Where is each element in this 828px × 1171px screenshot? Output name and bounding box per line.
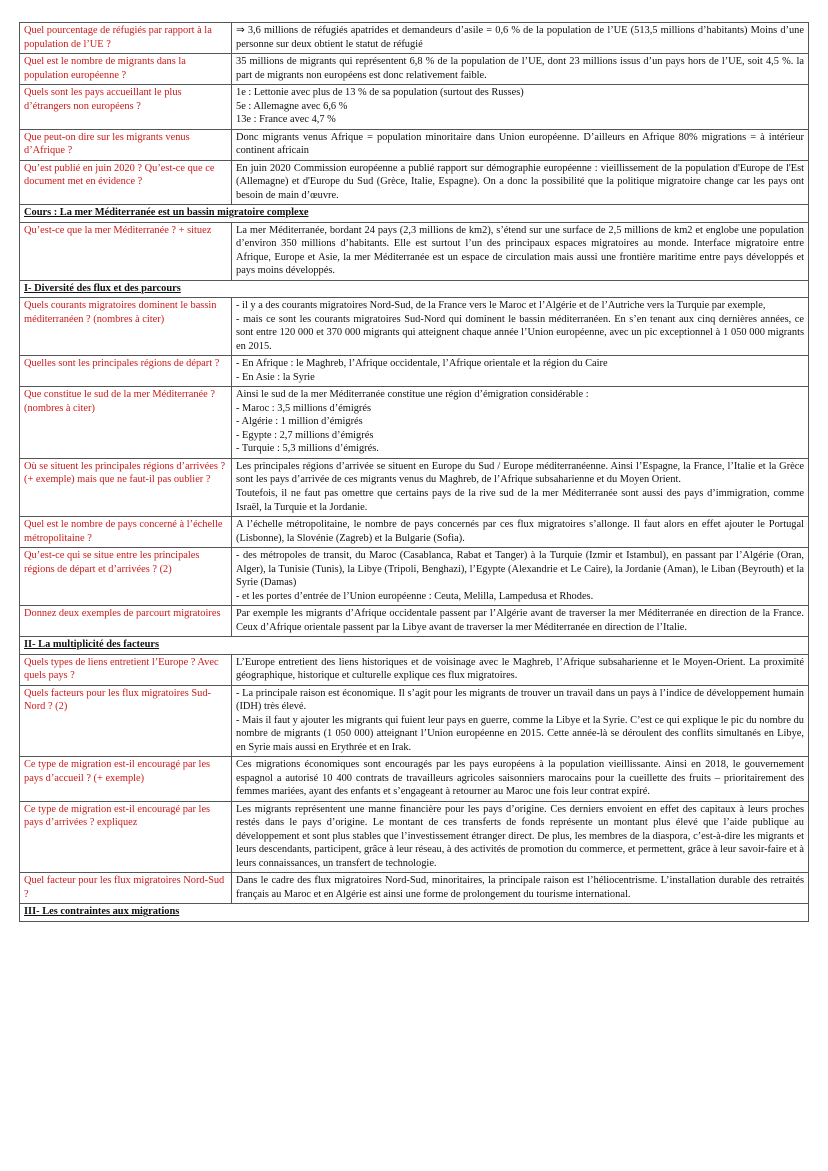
answer-cell bbox=[232, 222, 809, 280]
answer-cell bbox=[232, 654, 809, 685]
qa-table bbox=[19, 22, 809, 922]
section-heading-row bbox=[20, 637, 809, 655]
qa-row bbox=[20, 654, 809, 685]
section-heading: III- Les contraintes aux migrations bbox=[20, 904, 809, 922]
answer-cell bbox=[232, 85, 809, 130]
answer-line: L’Europe entretient des liens historiques et de voisinage avec le Maghreb, l’Afrique subsaharienne et le Moyen-Orient. La proximité géographique, historique et culturelle explique ces flux migratoires. bbox=[236, 656, 804, 682]
answer-line: Ainsi le sud de la mer Méditerranée constitue une région d’émigration considérable : bbox=[236, 389, 589, 401]
section-heading: I- Diversité des flux et des parcours bbox=[20, 280, 809, 298]
question-cell: Quel facteur pour les flux migratoires Nord-Sud ? bbox=[20, 873, 232, 904]
question-cell: Que constitue le sud de la mer Méditerranée ? (nombres à citer) bbox=[20, 387, 232, 459]
question-cell: Quel est le nombre de pays concerné à l’échelle métropolitaine ? bbox=[20, 517, 232, 548]
answer-line: La mer Méditerranée, bordant 24 pays (2,3 millions de km2), s’étend sur une surface de 2,5 millions de km2 et englobe une population d’environ 350 millions d’habitants. Elle est surtout l’un des principaux espaces migratoires au monde. Interface migratoire entre Afrique, Europe et Asie, la mer Méditerranée est un espace de circulation mais aussi une frontière maritime entre pays développés et pays moins développés. bbox=[236, 224, 804, 277]
qa-row bbox=[20, 298, 809, 356]
answer-cell bbox=[232, 54, 809, 85]
qa-row bbox=[20, 757, 809, 802]
qa-row bbox=[20, 801, 809, 873]
answer-line: Ces migrations économiques sont encouragés par les pays européens à la population vieillissante. Ainsi en 2018, le gouvernement espagnol a autorisé 10 400 contrats de travailleurs agricoles saisonniers marocains pour la cueillette des fruits – prioritairement des femmes mariées, ayant des enfants et s’engageant à retourner au Maroc une fois leur contrat expiré. bbox=[236, 759, 804, 798]
answer-cell bbox=[232, 517, 809, 548]
question-cell: Donnez deux exemples de parcourt migratoires bbox=[20, 606, 232, 637]
question-cell: Ce type de migration est-il encouragé par les pays d’arrivées ? expliquez bbox=[20, 801, 232, 873]
question-cell: Ce type de migration est-il encouragé par les pays d’accueil ? (+ exemple) bbox=[20, 757, 232, 802]
qa-row bbox=[20, 517, 809, 548]
answer-line: 13e : France avec 4,7 % bbox=[236, 114, 336, 126]
qa-table-body bbox=[20, 23, 809, 922]
answer-line: - En Asie : la Syrie bbox=[236, 371, 315, 383]
answer-line: En juin 2020 Commission européenne a publié rapport sur démographie européenne : vieillissement de la population d'Europe de l'Est (Allemagne) et d'Europe du Sud (Grèce, Italie, Espagne). On a donc la possibilité que la politique migratoire change car les pays ont besoin de main d’œuvre. bbox=[236, 162, 804, 201]
answer-cell bbox=[232, 387, 809, 459]
qa-row bbox=[20, 606, 809, 637]
question-cell: Quel est le nombre de migrants dans la population européenne ? bbox=[20, 54, 232, 85]
section-heading-row bbox=[20, 205, 809, 223]
answer-line: - Turquie : 5,3 millions d’émigrés. bbox=[236, 443, 379, 455]
question-cell: Quels sont les pays accueillant le plus d’étrangers non européens ? bbox=[20, 85, 232, 130]
qa-row bbox=[20, 222, 809, 280]
question-cell: Quelles sont les principales régions de départ ? bbox=[20, 356, 232, 387]
section-heading: II- La multiplicité des facteurs bbox=[20, 637, 809, 655]
answer-line: - Maroc : 3,5 millions d’émigrés bbox=[236, 402, 372, 414]
question-cell: Quel pourcentage de réfugiés par rapport à la population de l’UE ? bbox=[20, 23, 232, 54]
qa-row bbox=[20, 54, 809, 85]
answer-cell bbox=[232, 298, 809, 356]
qa-row bbox=[20, 458, 809, 516]
answer-line: - mais ce sont les courants migratoires Sud-Nord qui dominent le bassin méditerranéen. En s’en tenant aux cinq dernières années, ce sont entre 120 000 et 370 000 migrants qui atteignent chaque année l’Union européenne, avec un pic exceptionnel à 1 050 000 migrants en 2015. bbox=[236, 313, 804, 352]
question-cell: Quels types de liens entretient l’Europe ? Avec quels pays ? bbox=[20, 654, 232, 685]
question-cell: Où se situent les principales régions d’arrivées ? (+ exemple) mais que ne faut-il pas oublier ? bbox=[20, 458, 232, 516]
answer-cell bbox=[232, 873, 809, 904]
qa-row bbox=[20, 160, 809, 205]
answer-cell bbox=[232, 685, 809, 757]
question-cell: Quels courants migratoires dominent le bassin méditerranéen ? (nombres à citer) bbox=[20, 298, 232, 356]
answer-line: - La principale raison est économique. Il s’agit pour les migrants de trouver un travail dans un pays à l’indice de développement humain (IDH) très élevé. bbox=[236, 687, 804, 713]
answer-line: Donc migrants venus Afrique = population minoritaire dans Union européenne. D’ailleurs en Afrique 80% migrations = à intérieur continent africain bbox=[236, 131, 804, 157]
answer-line: ⇒ 3,6 millions de réfugiés apatrides et demandeurs d’asile = 0,6 % de la population de l’UE (513,5 millions d’habitants) Moins d’une personne sur deux obtient le statut de réfugié bbox=[236, 25, 804, 50]
qa-row bbox=[20, 685, 809, 757]
answer-line: 1e : Lettonie avec plus de 13 % de sa population (surtout des Russes) bbox=[236, 87, 524, 99]
section-heading-row bbox=[20, 280, 809, 298]
answer-cell bbox=[232, 458, 809, 516]
question-cell: Quels facteurs pour les flux migratoires Sud-Nord ? (2) bbox=[20, 685, 232, 757]
answer-line: - En Afrique : le Maghreb, l’Afrique occidentale, l’Afrique orientale et la région du Caire bbox=[236, 358, 608, 370]
qa-row bbox=[20, 873, 809, 904]
answer-line: - des métropoles de transit, du Maroc (Casablanca, Rabat et Tanger) à la Turquie (Izmir et Istambul), en passant par l’Algérie (Oran, Alger), la Tunisie (Tunis), la Libye (Tripoli, Benghazi), l’Egypte (Alexandrie et Le Caire), la Jordanie (Aman), le Liban (Beyrouth) et la Syrie (Damas) bbox=[236, 550, 804, 589]
section-heading: Cours : La mer Méditerranée est un bassin migratoire complexe bbox=[20, 205, 809, 223]
answer-line: Toutefois, il ne faut pas omettre que certains pays de la rive sud de la mer Méditerranée sont aussi des pays d’immigration, comme Israël, la Turquie et la Jordanie. bbox=[236, 487, 804, 513]
qa-row bbox=[20, 129, 809, 160]
qa-row bbox=[20, 387, 809, 459]
answer-line: Les migrants représentent une manne financière pour les pays d’origine. Ces derniers envoient en effet des capitaux à leurs proches restés dans le pays d’origine. Le montant de ces transferts de fonds représente un montant plus élevé que l’aide publique au développement et sont plus stables que l’investissement étranger direct. De plus, les membres de la diaspora, c’est-à-dire les migrants et leurs descendants, participent, grâce à leur réseau, à des activités de promotion du commerce, et permettent, grâce à leur savoir-faire et à leurs connaissances, un transfert de technologie. bbox=[236, 803, 804, 869]
answer-line: - Egypte : 2,7 millions d’émigrés bbox=[236, 429, 374, 441]
answer-cell bbox=[232, 548, 809, 606]
answer-line: 5e : Allemagne avec 6,6 % bbox=[236, 100, 348, 112]
answer-cell bbox=[232, 606, 809, 637]
question-cell: Que peut-on dire sur les migrants venus d’Afrique ? bbox=[20, 129, 232, 160]
answer-line: - Algérie : 1 million d’émigrés bbox=[236, 416, 363, 428]
question-cell: Qu’est-ce que la mer Méditerranée ? + situez bbox=[20, 222, 232, 280]
answer-cell bbox=[232, 757, 809, 802]
qa-row bbox=[20, 23, 809, 54]
question-cell: Qu’est publié en juin 2020 ? Qu’est-ce que ce document met en évidence ? bbox=[20, 160, 232, 205]
answer-line: Dans le cadre des flux migratoires Nord-Sud, minoritaires, la principale raison est l’héliocentrisme. L’installation durable des retraités français au Maroc et en Algérie est ainsi une forme de prolongement du tourisme international. bbox=[236, 875, 804, 900]
answer-cell bbox=[232, 160, 809, 205]
answer-line: A l’échelle métropolitaine, le nombre de pays concernés par ces flux migratoires s’allonge. Il faut alors en effet ajouter le Portugal (Lisbonne), la Slovénie (Zagreb) et la Bulgarie (Sofia). bbox=[236, 519, 804, 544]
question-cell: Qu’est-ce qui se situe entre les principales régions de départ et d’arrivées ? (2) bbox=[20, 548, 232, 606]
answer-line: - il y a des courants migratoires Nord-Sud, de la France vers le Maroc et l’Algérie et de l’Autriche vers la Turquie par exemple, bbox=[236, 300, 766, 312]
answer-line: 35 millions de migrants qui représentent 6,8 % de la population de l’UE, dont 23 millions issus d’un pays hors de l’UE, soit 4,5 %. la part de migrants non européens est donc relativement faible. bbox=[236, 56, 804, 81]
answer-line: Les principales régions d’arrivée se situent en Europe du Sud / Europe méditerranéenne. Ainsi l’Espagne, la France, l’Italie et la Grèce sont les pays d’arrivée de ces migrants venus du Maghreb, de l’Afrique subsaharienne et du Moyen Orient. bbox=[236, 460, 804, 486]
qa-row bbox=[20, 85, 809, 130]
answer-cell bbox=[232, 801, 809, 873]
answer-cell bbox=[232, 356, 809, 387]
answer-line: - et les portes d’entrée de l’Union européenne : Ceuta, Melilla, Lampedusa et Rhodes. bbox=[236, 590, 594, 602]
answer-line: Par exemple les migrants d’Afrique occidentale passent par l’Algérie avant de traverser la mer Méditerranée en direction de la France. Ceux d’Afrique orientale passent par la Libye avant de traverser la mer Méditerranée en direction de l’Italie. bbox=[236, 608, 804, 633]
answer-cell bbox=[232, 129, 809, 160]
qa-row bbox=[20, 548, 809, 606]
section-heading-row bbox=[20, 904, 809, 922]
answer-line: - Mais il faut y ajouter les migrants qui fuient leur pays en guerre, comme la Libye et la Syrie. C’est ce qui explique le pic du nombre du nombre de migrants (1 050 000) atteignant l’Union européenne en 2015. Cette année-là se déroulent des conflits simultanés en Libye, en Syrie mais aussi en Erythrée et en Irak. bbox=[236, 714, 804, 753]
qa-row bbox=[20, 356, 809, 387]
answer-cell bbox=[232, 23, 809, 54]
